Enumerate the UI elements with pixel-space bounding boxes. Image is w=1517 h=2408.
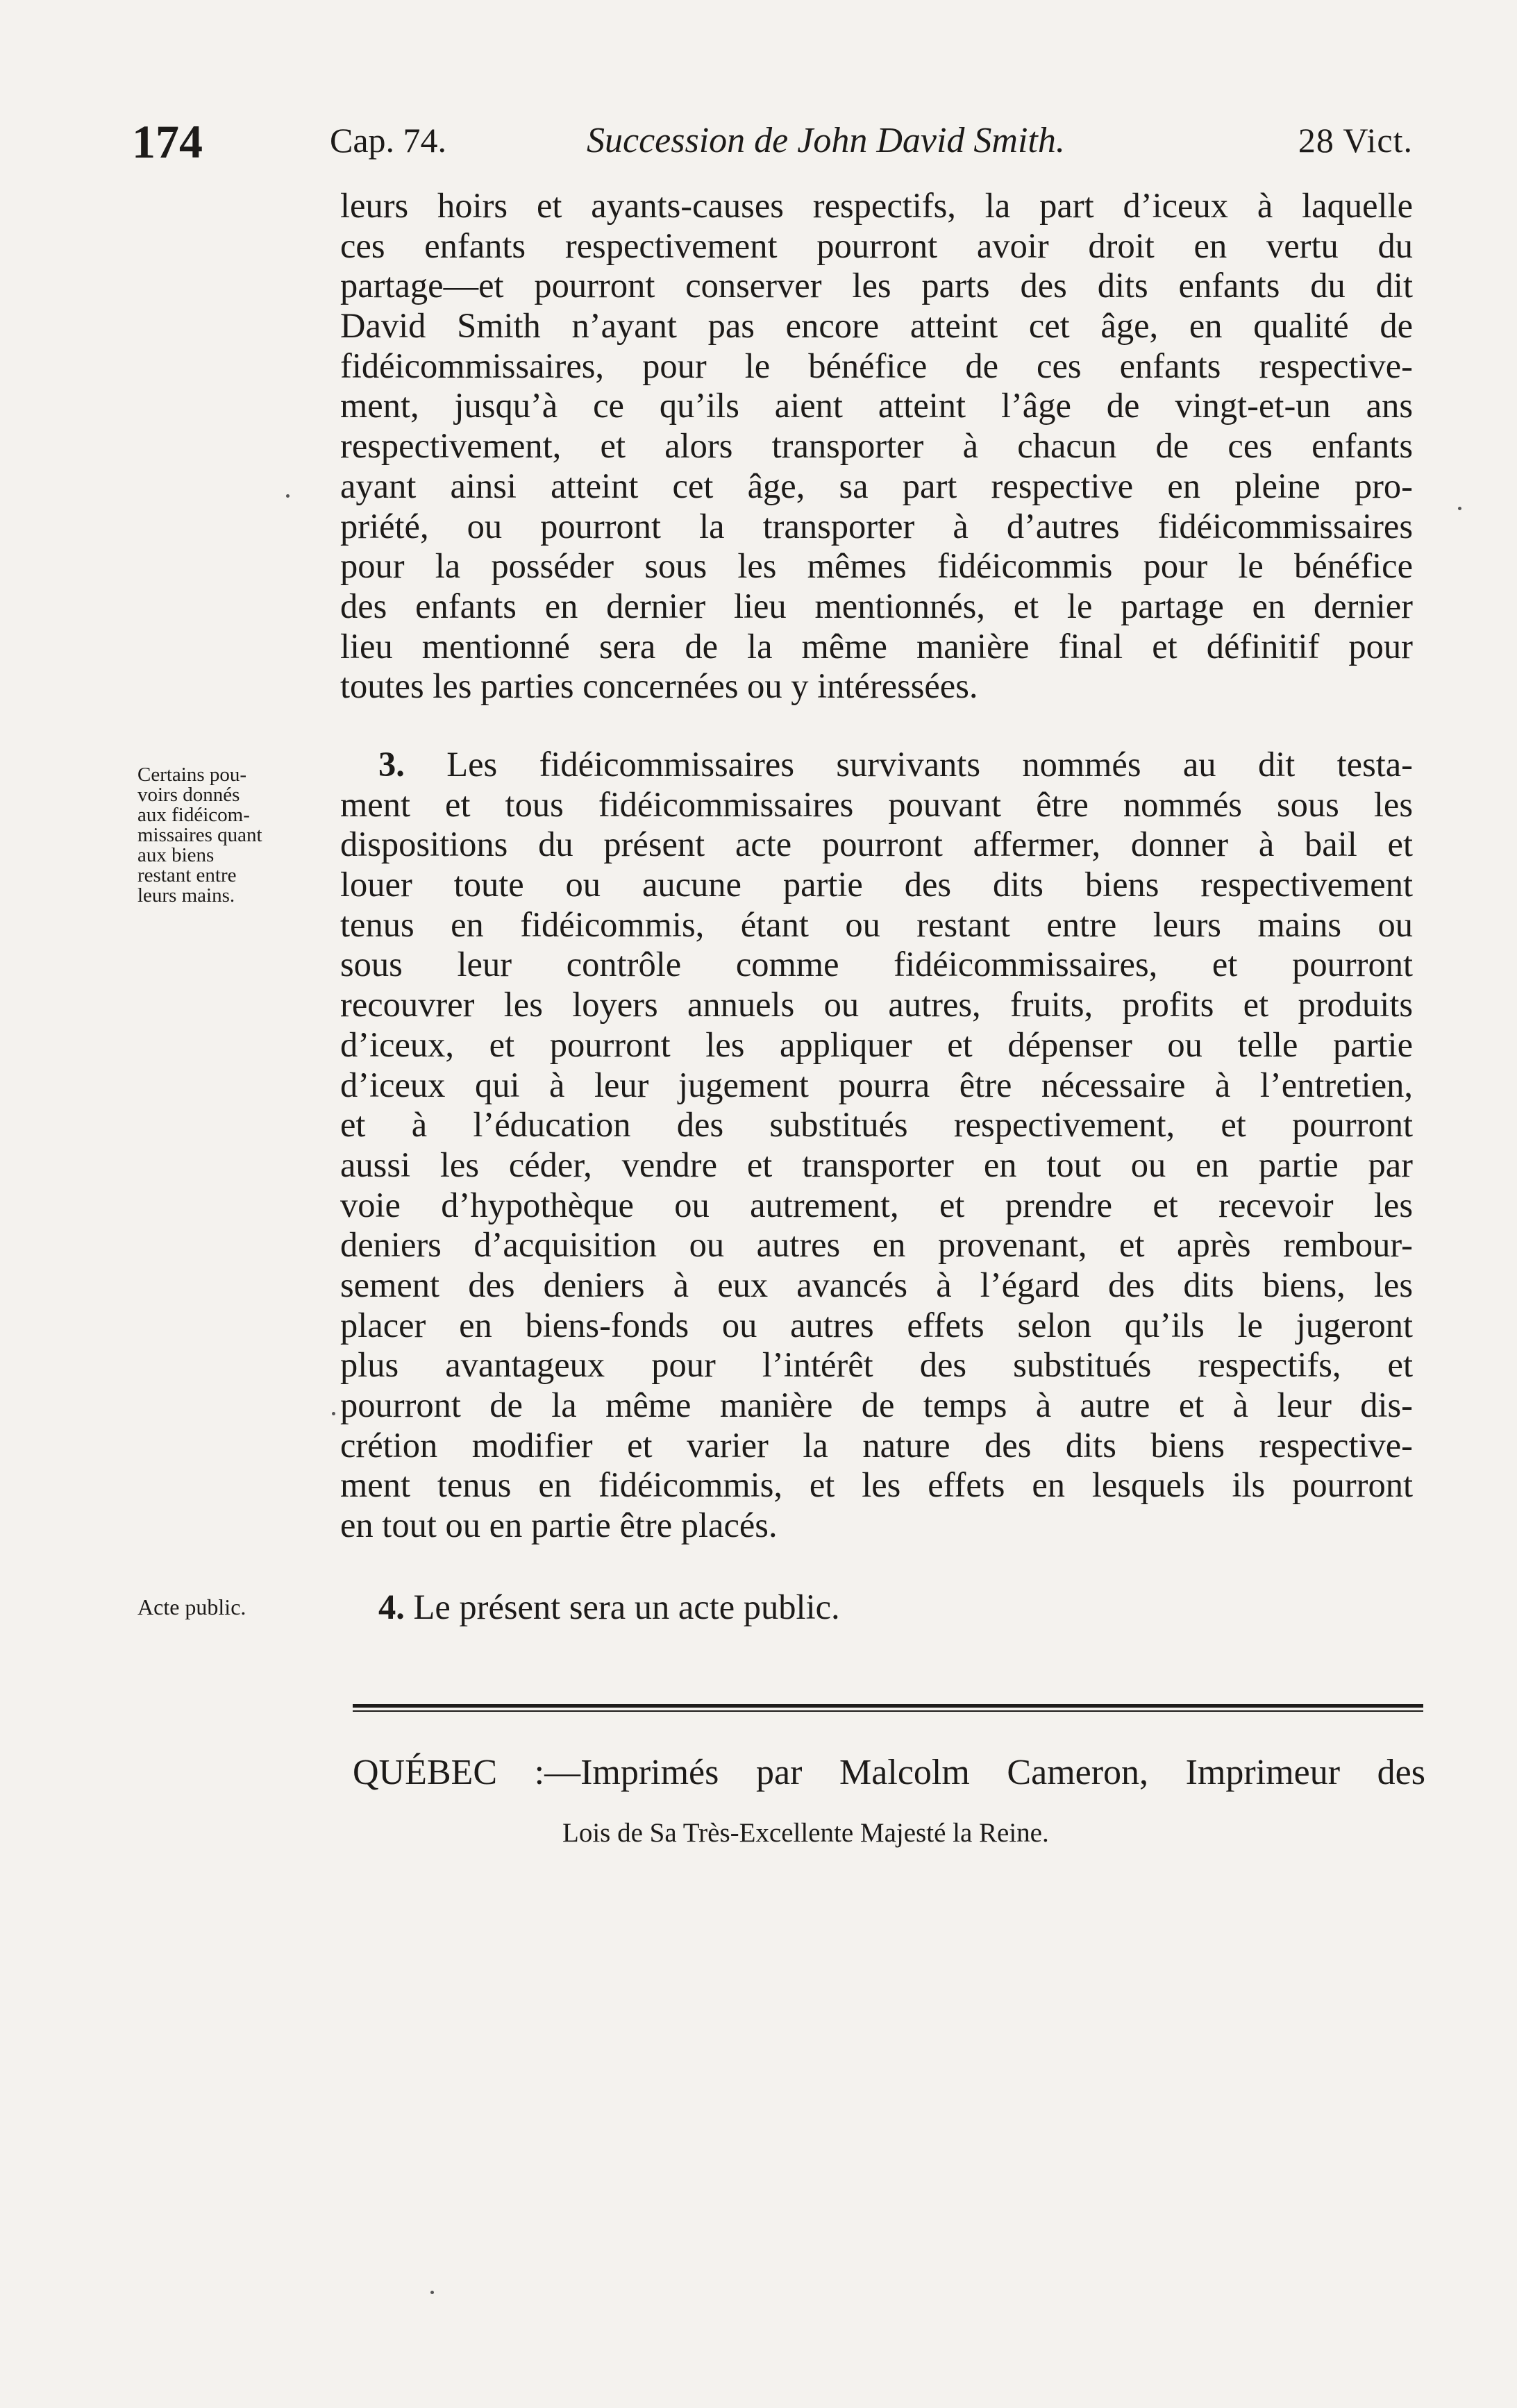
print-speck [430,2291,434,2294]
text-line: ment tenus en fidéicommis, et les effets en lesquels ils pourront [340,1465,1413,1505]
text-line: deniers d’acquisition ou autres en provenant, et après rembour- [340,1225,1413,1265]
margin-note-line: voirs donnés [137,784,240,806]
section-4 [340,1588,1413,1628]
text-line: lieu mentionné sera de la même manière final et définitif pour [340,626,1413,666]
text-line: placer en biens-fonds ou autres effets selon qu’ils le jugeront [340,1305,1413,1345]
print-speck [332,1412,335,1415]
section-3 [340,745,1413,1546]
text-line: sement des deniers à eux avancés à l’égard des dits biens, les [340,1265,1413,1304]
paragraph-continued [340,186,1413,707]
print-speck [1458,507,1461,510]
text-line: respectivement, et alors transporter à chacun de ces enfants [340,426,1413,466]
text-line: ment et tous fidéicommissaires pouvant être nommés sous les [340,784,1413,824]
text-line: ayant ainsi atteint cet âge, sa part respective en pleine pro- [340,466,1413,505]
text-line: des enfants en dernier lieu mentionnés, et le partage en dernier [340,586,1413,625]
section-text: Le présent sera un acte public. [413,1588,840,1626]
text-line: d’iceux qui à leur jugement pourra être nécessaire à l’entretien, [340,1065,1413,1104]
text-line [340,1588,1413,1628]
text-line: recouvrer les loyers annuels ou autres, fruits, profits et produits [340,985,1413,1025]
text-line: partage—et pourront conserver les parts des dits enfants du dit [340,266,1413,305]
text-line: David Smith n’ayant pas encore atteint cet âge, en qualité de [340,306,1413,346]
imprint-line-1: QUÉBEC :—Imprimés par Malcolm Cameron, Imprimeur des [353,1753,1425,1792]
text-line: sous leur contrôle comme fidéicommissaires, et pourront [340,945,1413,984]
regnal-year: 28 Vict. [1298,121,1413,160]
margin-note-section-3 [137,765,339,906]
margin-note-line: Certains pou- [137,764,247,786]
text-line: pourront de la même manière de temps à autre et à leur dis- [340,1386,1413,1424]
text-line: ment, jusqu’à ce qu’ils aient atteint l’âge de vingt-et-un ans [340,386,1413,426]
text-line: leurs hoirs et ayants-causes respectifs, la part d’iceux à laquelle [340,186,1413,225]
text-line: toutes les parties concernées ou y intéressées. [340,666,978,706]
text-line: aussi les céder, vendre et transporter en tout ou en partie par [340,1145,1413,1184]
margin-note-line: leurs mains. [137,884,235,907]
section-number: 4. [378,1588,405,1626]
print-speck [286,494,290,498]
running-header [132,115,1413,170]
text-line: et à l’éducation des substitués respectivement, et pourront [340,1105,1413,1145]
margin-note-section-4 [137,1594,339,1619]
text-line: fidéicommissaires, pour le bénéfice de ces enfants respective- [340,346,1413,385]
margin-note-line: aux biens [137,844,215,866]
imprint-line-2: Lois de Sa Très-Excellente Majesté la Reine. [562,1818,1049,1848]
text-line: tenus en fidéicommis, étant ou restant entre leurs mains ou [340,904,1413,944]
text-line: priété, ou pourront la transporter à d’autres fidéicommissaires [340,506,1413,546]
running-title: Succession de John David Smith. [587,121,1065,160]
text-line: ces enfants respectivement pourront avoir droit en vertu du [340,226,1413,265]
page-number: 174 [132,115,203,168]
text-line: pour la posséder sous les mêmes fidéicommis pour le bénéfice [340,546,1413,586]
margin-note-line: aux fidéicom- [137,804,250,826]
section-number: 3. [378,745,405,784]
text-line: plus avantageux pour l’intérêt des substitués respectifs, et [340,1345,1413,1385]
text-line: dispositions du présent acte pourront affermer, donner à bail et [340,825,1413,864]
text-line: voie d’hypothèque ou autrement, et prendre et recevoir les [340,1185,1413,1224]
margin-note-line: Acte public. [137,1594,246,1619]
text-line [340,745,1413,785]
section-text: Les fidéicommissaires survivants nommés au dit testa- [446,745,1414,784]
margin-note-line: restant entre [137,864,237,886]
double-rule-divider [353,1704,1423,1708]
text-line: d’iceux, et pourront les appliquer et dépenser ou telle partie [340,1025,1413,1064]
text-line: louer toute ou aucune partie des dits biens respectivement [340,865,1413,904]
text-line: crétion modifier et varier la nature des dits biens respective- [340,1425,1413,1465]
margin-note-line: missaires quant [137,824,262,846]
chapter-label: Cap. 74. [330,121,447,160]
text-line: en tout ou en partie être placés. [340,1506,778,1545]
